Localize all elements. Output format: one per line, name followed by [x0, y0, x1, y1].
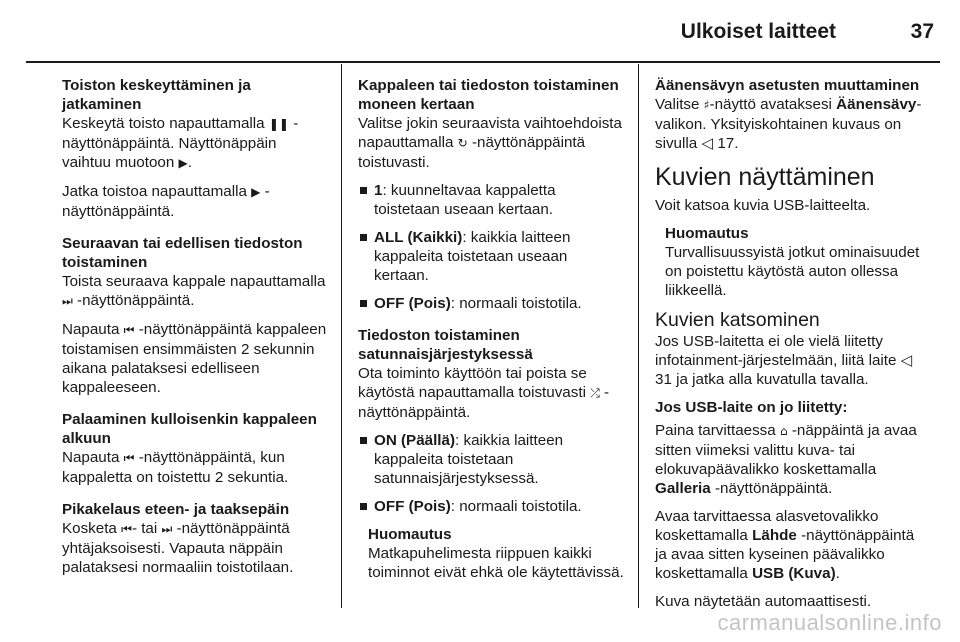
page-header: [0, 0, 960, 64]
play-icon: ▶: [251, 185, 261, 199]
note-box: [368, 525, 624, 582]
heading-restart: Palaaminen kulloisenkin kappaleen alkuun: [62, 411, 317, 447]
header-rule: [26, 61, 940, 63]
column-divider-2: [638, 64, 639, 608]
list-item: ALL (Kaikki): kaikkia laitteen kappaleita toistetaan useaan kertaan.: [358, 228, 624, 285]
section-shuffle: [358, 326, 624, 582]
para-viewing: Jos USB-laitetta ei ole vielä liitetty infotainment-järjestelmään, liitä laite ◁ 31 ja jatka alla kuvatulla tavalla.: [655, 333, 913, 388]
heading-fast-forward: Pikakelaus eteen- ja taaksepäin: [62, 501, 290, 518]
previous-track-icon: ⏮: [123, 323, 135, 337]
repeat-options-list: [358, 181, 624, 313]
heading-shuffle: Tiedoston toistaminen satunnaisjärjestyksessä: [358, 327, 533, 363]
list-item: ON (Päällä): kaikkia laitteen kappaleita toistetaan satunnaisjärjestyksessä.: [358, 431, 624, 488]
para-pictures: Voit katsoa kuvia USB-laitteelta.: [655, 197, 871, 214]
section-title: Ulkoiset laitteet: [680, 20, 836, 43]
para-repeat: Valitse jokin seuraavista vaihtoehdoista napauttamalla ↻ -näyttönäppäintä toistuvasti.: [358, 115, 622, 171]
heading-pictures: Kuvien näyttäminen: [655, 163, 875, 191]
para-pause: Keskeytä toisto napauttamalla ❚❚ -näyttönäppäintä. Näyttönäppäin vaihtuu muotoon ▶.: [62, 115, 299, 171]
pause-icon: ❚❚: [268, 117, 289, 131]
para-source: Avaa tarvittaessa alasvetovalikko koskettamalla Lähde -näyttönäppäintä ja avaa sitten kyseinen päävalikko koskettamalla USB (Kuva).: [655, 508, 915, 582]
list-item: OFF (Pois): normaali toistotila.: [358, 497, 624, 516]
para-auto: Kuva näytetään automaattisesti.: [655, 593, 872, 610]
watermark: carmanualsonline.info: [717, 610, 942, 635]
heading-next: Seuraavan tai edellisen tiedoston toistaminen: [62, 235, 303, 271]
tone-settings-icon: ♯: [703, 98, 710, 112]
heading-pause: Toiston keskeyttäminen ja jatkaminen: [62, 77, 251, 113]
note-title: Huomautus: [368, 526, 452, 543]
para-shuffle: Ota toiminto käyttöön tai poista se käytöstä napauttamalla toistuvasti ⤮ -näyttönäppäintä.: [358, 365, 610, 421]
section-tone: [655, 76, 925, 153]
next-track-icon: ⏭: [161, 522, 173, 536]
para-restart: Napauta ⏮ -näyttönäppäintä, kun kappaletta on toistettu 2 sekuntia.: [62, 449, 289, 486]
repeat-icon: ↻: [457, 136, 468, 150]
shuffle-icon: ⤮: [590, 386, 600, 400]
list-item: 1: kuunneltavaa kappaletta toistetaan useaan kertaan.: [358, 181, 624, 219]
para-connected: Paina tarvittaessa ⌂ -näppäintä ja avaa sitten viimeksi valittu kuva- tai elokuvapäävalikko koskettamalla Galleria -näyttönäppäintä.: [655, 422, 917, 497]
page-reference: ◁ 17.: [701, 135, 739, 152]
section-restart: [62, 410, 328, 487]
section-fast-forward: [62, 500, 328, 577]
list-item: OFF (Pois): normaali toistotila.: [358, 294, 624, 313]
next-track-icon: ⏭: [62, 294, 73, 308]
para-fast-forward: Kosketa ⏮- tai ⏭ -näyttönäppäintä yhtäjaksoisesti. Vapauta näppäin palataksesi normaaliin toistotilaan.: [62, 520, 294, 576]
column-1: [62, 76, 328, 586]
column-3: [655, 76, 925, 611]
column-divider-1: [341, 64, 342, 608]
heading-repeat: Kappaleen tai tiedoston toistaminen moneen kertaan: [358, 77, 619, 113]
page-number: 37: [910, 20, 934, 43]
note-box: [665, 224, 925, 300]
section-next: [62, 234, 328, 397]
para-prev: Napauta ⏮ -näyttönäppäintä kappaleen toistamisen ensimmäisten 2 sekunnin aikana palataksesi edelliseen kappaleeseen.: [62, 321, 327, 396]
heading-tone: Äänensävyn asetusten muuttaminen: [655, 77, 920, 94]
previous-track-icon: ⏮: [121, 522, 132, 536]
play-icon: ▶: [178, 156, 188, 170]
heading-viewing: Kuvien katsominen: [655, 309, 820, 331]
para-resume: Jatka toistoa napauttamalla ▶ -näyttönäppäintä.: [62, 183, 270, 220]
section-pause: [62, 76, 328, 221]
column-2: [358, 76, 624, 591]
page-reference: ◁ 31: [655, 352, 913, 388]
previous-track-icon: ⏮: [123, 451, 135, 465]
note-text: Turvallisuussyistä jotkut ominaisuudet on poistettu käytöstä auton ollessa liikkeellä.: [665, 244, 920, 299]
note-title: Huomautus: [665, 225, 749, 242]
para-tone: Valitse ♯-näyttö avataksesi Äänensävy-valikon. Yksityiskohtainen kuvaus on sivulla ◁ 17.: [655, 96, 922, 152]
section-repeat: [358, 76, 624, 313]
heading-connected: Jos USB-laite on jo liitetty:: [655, 399, 848, 416]
shuffle-options-list: [358, 431, 624, 516]
home-icon: ⌂: [779, 424, 788, 438]
para-next: Toista seuraava kappale napauttamalla ⏭ -näyttönäppäintä.: [62, 273, 326, 309]
note-text: Matkapuhelimesta riippuen kaikki toiminnot eivät ehkä ole käytettävissä.: [368, 545, 624, 581]
